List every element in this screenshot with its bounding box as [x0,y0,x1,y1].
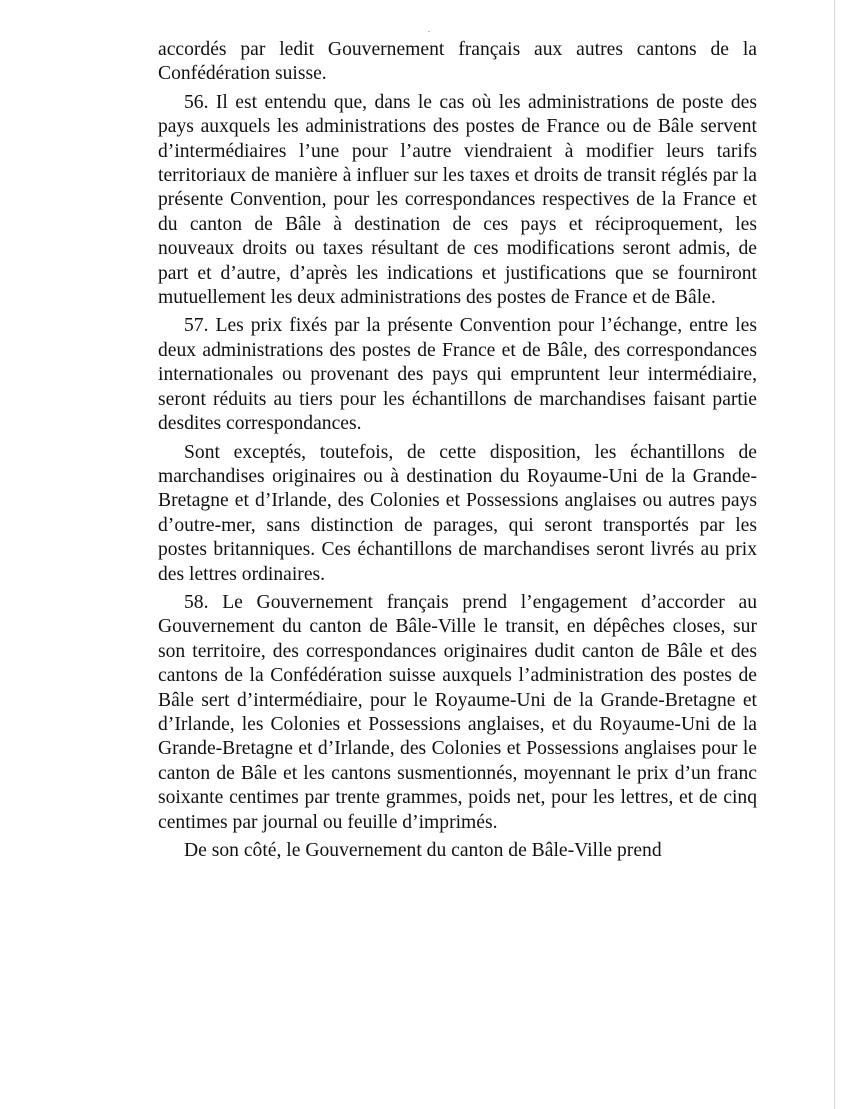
paragraph-exceptions: Sont exceptés, toutefois, de cette disposition, les échantillons de marchandises originaires ou à destination du Royaume-Uni de la Grande-Bretagne et d’Irlande, des Colonies et Possessions anglaises ou autres pays d’outre-mer, sans distinction de parages, qui seront transportés par les postes britanniques. Ces échantillons de marchandises seront livrés au prix des lettres ordinaires. [158,441,757,585]
paragraph-article-57: 57. Les prix fixés par la présente Convention pour l’échange, entre les deux administrations des postes de France et de Bâle, des correspondances internationales ou provenant des pays qui empruntent leur intermédiaire, seront réduits au tiers pour les échantillons de marchandises faisant partie desdites correspondances. [158,315,757,435]
paragraph-article-56: 56. Il est entendu que, dans le cas où les administrations de poste des pays auxquels les administrations des postes de France ou de Bâle servent d’intermédiaires l’une pour l’autre viendraient à modifier leurs tarifs territoriaux de manière à influer sur les taxes et droits de transit réglés par la présente Convention, pour les correspondances respectives de la France et du canton de Bâle à destination de ces pays et réciproquement, les nouveaux droits ou taxes résultant de ces modifications seront admis, de part et d’autre, d’après les indications et justifications que se fourniront mutuellement les deux administrations des postes de France et de Bâle. [158,91,757,309]
paragraph-basel-side: De son côté, le Gouvernement du canton de Bâle-Ville prend [184,840,662,861]
page-edge-rule [834,0,835,1109]
paragraph-article-58: 58. Le Gouvernement français prend l’engagement d’accorder au Gouvernement du canton de Bâle-Ville le transit, en dépêches closes, sur son territoire, des correspondances originaires dudit canton de Bâle et des cantons de la Confédération suisse auxquels l’administration des postes de Bâle sert d’intermédiaire, pour le Royaume-Uni de la Grande-Bretagne et d’Irlande, les Colonies et Possessions anglaises, et du Royaume-Uni de la Grande-Bretagne et d’Irlande, des Colonies et Possessions anglaises pour le canton de Bâle et les cantons susmentionnés, moyennant le prix d’un franc soixante centimes par trente grammes, poids net, pour les lettres, et de cinq centimes par journal ou feuille d’imprimés. [158,591,757,833]
scan-speck [428,31,430,32]
paragraph-continuation: accordés par ledit Gouvernement français aux autres cantons de la Confédération suisse. [158,39,757,85]
body-text [158,38,757,863]
